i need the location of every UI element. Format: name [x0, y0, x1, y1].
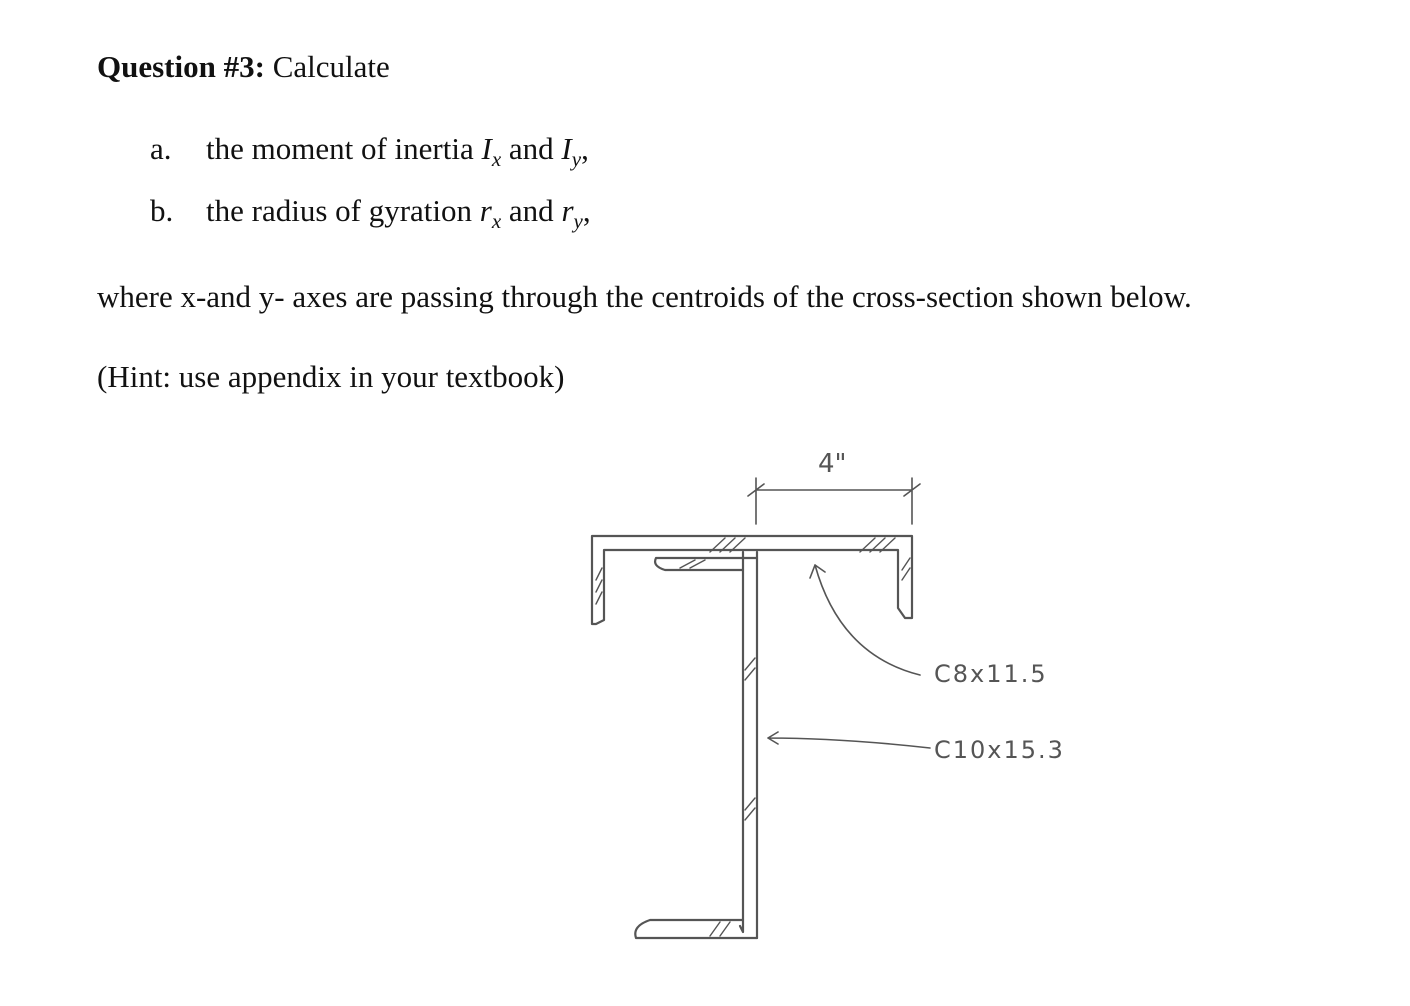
question-heading	[97, 48, 390, 86]
cross-section-figure	[560, 430, 1120, 970]
list-marker: a.	[150, 131, 172, 166]
question-number: Question #3:	[97, 49, 265, 84]
list-item-text: the moment of inertia $I_x$ and $I_y$,	[206, 131, 589, 171]
web-channel-outline	[740, 552, 757, 938]
list-item-text: the radius of gyration $r_x$ and $r_y$,	[206, 193, 591, 233]
dimension-line	[748, 478, 920, 524]
list-marker: b.	[150, 193, 174, 228]
leader-top-channel	[810, 565, 920, 675]
top-lip-outline	[655, 558, 757, 570]
question-instruction: Calculate	[272, 49, 390, 84]
leader-web-channel	[768, 732, 930, 748]
hint-text: (Hint: use appendix in your textbook)	[97, 359, 565, 394]
math-var-ry: $r_y$	[561, 193, 583, 233]
math-var-ix: $I_x$	[481, 131, 502, 171]
bottom-flange-outline	[635, 920, 757, 938]
cross-section-sketch	[560, 430, 1120, 970]
math-var-rx: $r_x$	[479, 193, 502, 233]
dimension-label: 4"	[818, 449, 847, 479]
small-channel-label: C8x11.5	[934, 660, 1048, 688]
axes-note: where x-and y- axes are passing through the centroids of the cross-section shown below.	[97, 279, 1192, 314]
math-var-iy: $I_y$	[561, 131, 582, 171]
large-channel-label: C10x15.3	[934, 736, 1065, 764]
hatch-marks	[596, 538, 910, 936]
